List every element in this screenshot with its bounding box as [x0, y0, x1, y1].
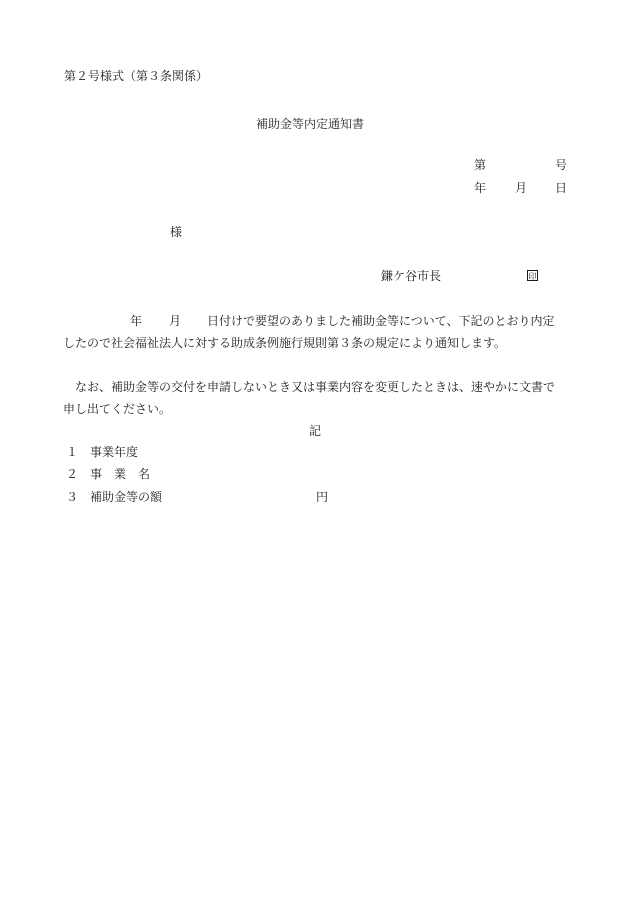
- item-number: ３: [66, 490, 79, 504]
- number-dai: 第: [474, 158, 487, 172]
- item-number: ２: [66, 467, 79, 481]
- item-number: １: [66, 445, 79, 459]
- paragraph1-month: 月: [169, 314, 182, 328]
- item-label-project-name: 事 業 名: [90, 467, 151, 481]
- paragraph1-year: 年: [130, 314, 143, 328]
- yen-unit: 円: [316, 490, 329, 504]
- seal-icon: 印: [528, 272, 537, 281]
- item-label-subsidy-amount: 補助金等の額: [90, 490, 163, 504]
- body-paragraph-1: [63, 310, 563, 354]
- document-title: 補助金等内定通知書: [256, 117, 365, 131]
- ki-heading: 記: [309, 424, 322, 438]
- paragraph1-text: 日付けで要望のありました補助金等について、下記のとおり内定したので社会福祉法人に対する助成条例施行規則第３条の規定により通知します。: [63, 314, 555, 350]
- form-number-label: 第２号様式（第３条関係）: [64, 69, 209, 83]
- date-year: 年: [474, 181, 487, 195]
- addressee-suffix: 様: [170, 225, 183, 239]
- date-day: 日: [555, 181, 568, 195]
- date-month: 月: [515, 181, 528, 195]
- number-go: 号: [555, 158, 568, 172]
- item-label-fiscal-year: 事業年度: [90, 445, 139, 459]
- sender-name: 鎌ケ谷市長: [381, 269, 442, 283]
- body-paragraph-2: なお、補助金等の交付を申請しないとき又は事業内容を変更したときは、速やかに文書で申し出てください。: [63, 380, 556, 416]
